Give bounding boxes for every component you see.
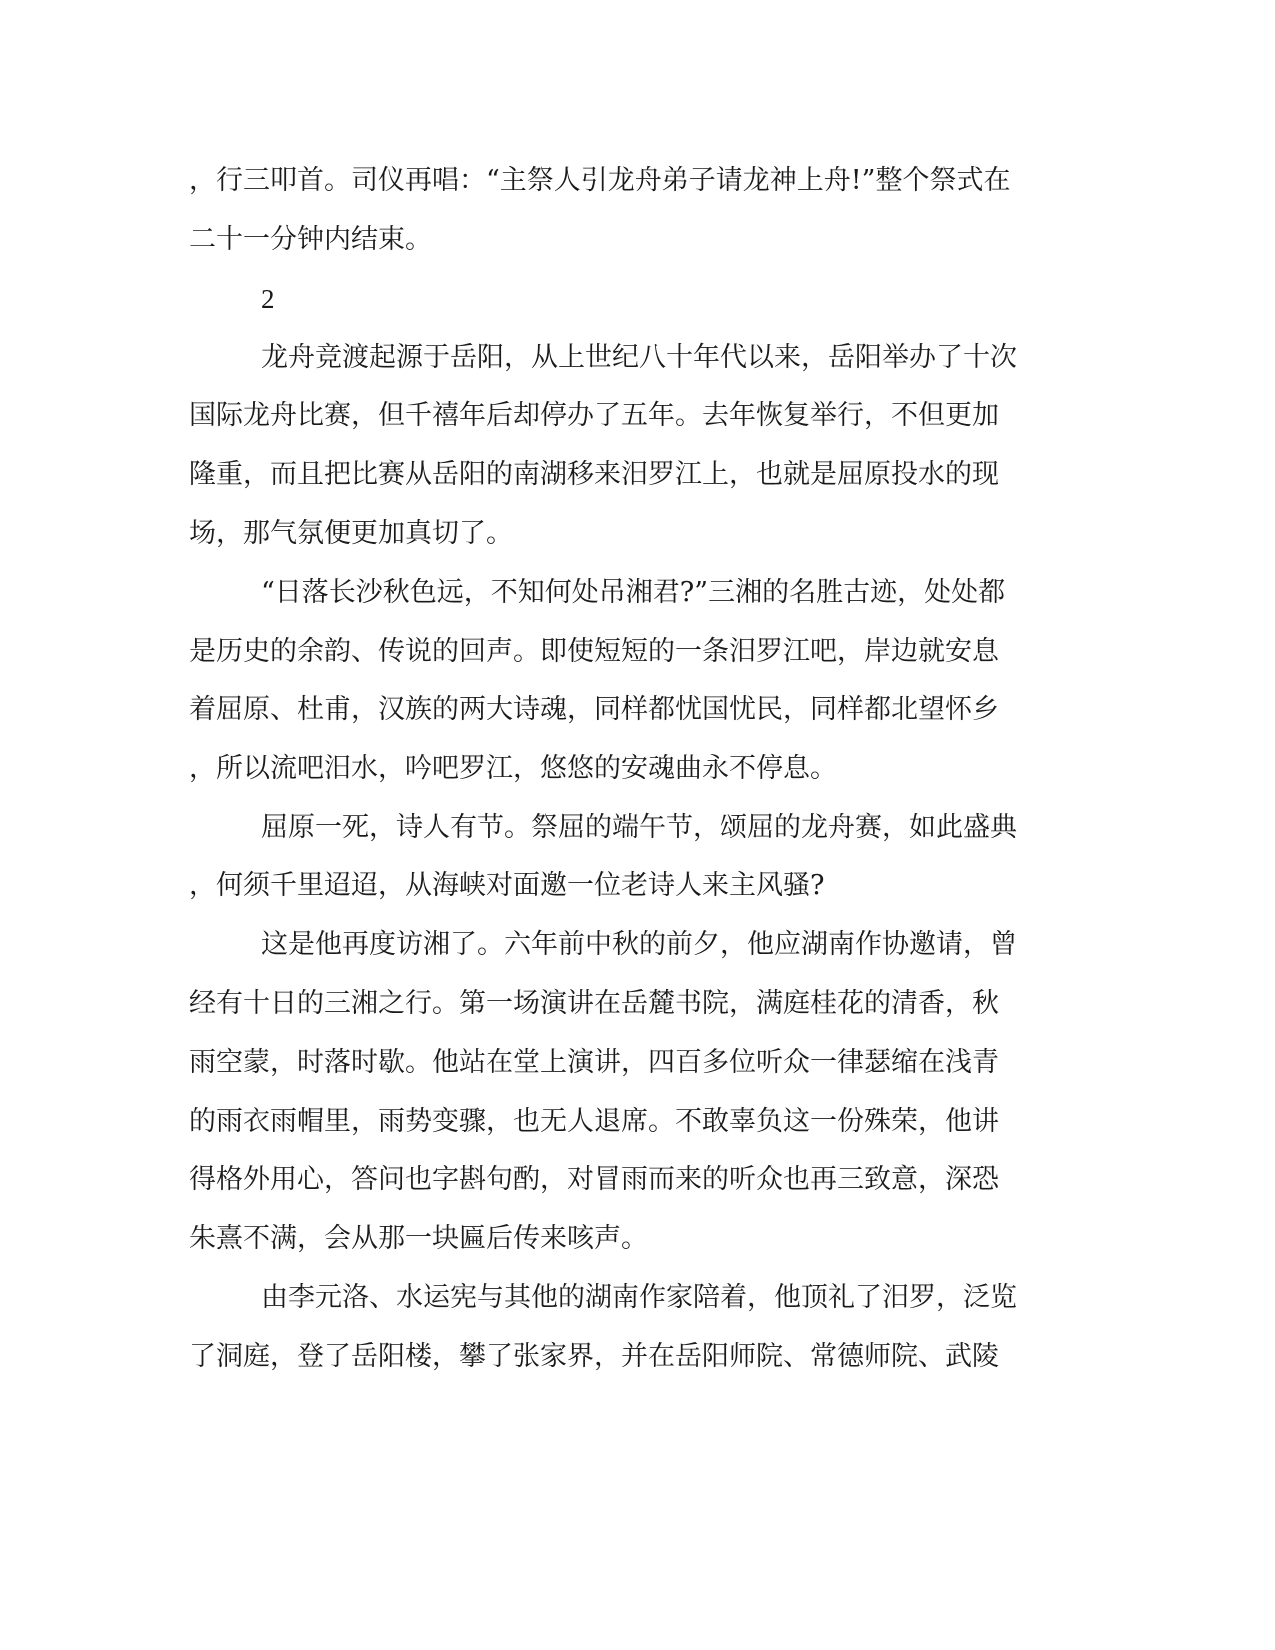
- text-line: 着屈原、杜甫，汉族的两大诗魂，同样都忧国忧民，同样都北望怀乡: [189, 694, 999, 725]
- text-line: 国际龙舟比赛，但千禧年后却停办了五年。去年恢复举行，不但更加: [189, 400, 999, 431]
- text-line: ，行三叩首。司仪再唱：“主祭人引龙舟弟子请龙神上舟!”整个祭式在: [189, 165, 1011, 196]
- text-line: 由李元洛、水运宪与其他的湖南作家陪着，他顶礼了汨罗，泛览: [261, 1282, 1017, 1313]
- text-line: 二十一分钟内结束。: [189, 224, 432, 255]
- text-line: 经有十日的三湘之行。第一场演讲在岳麓书院，满庭桂花的清香，秋: [189, 988, 999, 1019]
- text-line: 得格外用心，答问也字斟句酌，对冒雨而来的听众也再三致意，深恐: [189, 1164, 999, 1195]
- text-line: 隆重，而且把比赛从岳阳的南湖移来汨罗江上，也就是屈原投水的现: [189, 459, 999, 490]
- text-line: 雨空蒙，时落时歇。他站在堂上演讲，四百多位听众一律瑟缩在浅青: [189, 1047, 999, 1078]
- text-line: 场，那气氛便更加真切了。: [189, 518, 513, 549]
- text-line: “日落长沙秋色远，不知何处吊湘君?”三湘的名胜古迹，处处都: [261, 577, 1006, 608]
- text-line: 了洞庭，登了岳阳楼，攀了张家界，并在岳阳师院、常德师院、武陵: [189, 1341, 999, 1372]
- text-line: 这是他再度访湘了。六年前中秋的前夕，他应湖南作协邀请，曾: [261, 929, 1017, 960]
- text-line: 屈原一死，诗人有节。祭屈的端午节，颂屈的龙舟赛，如此盛典: [261, 812, 1017, 843]
- text-line: ，所以流吧汨水，吟吧罗江，悠悠的安魂曲永不停息。: [189, 753, 837, 784]
- text-line: ，何须千里迢迢，从海峡对面邀一位老诗人来主风骚?: [189, 870, 825, 901]
- text-line: 是历史的余韵、传说的回声。即使短短的一条汨罗江吧，岸边就安息: [189, 636, 999, 667]
- text-line: 朱熹不满，会从那一块匾后传来咳声。: [189, 1223, 648, 1254]
- text-line: 龙舟竞渡起源于岳阳，从上世纪八十年代以来，岳阳举办了十次: [261, 342, 1017, 373]
- section-number: 2: [261, 284, 275, 314]
- text-line: 的雨衣雨帽里，雨势变骤，也无人退席。不敢辜负这一份殊荣，他讲: [189, 1106, 999, 1137]
